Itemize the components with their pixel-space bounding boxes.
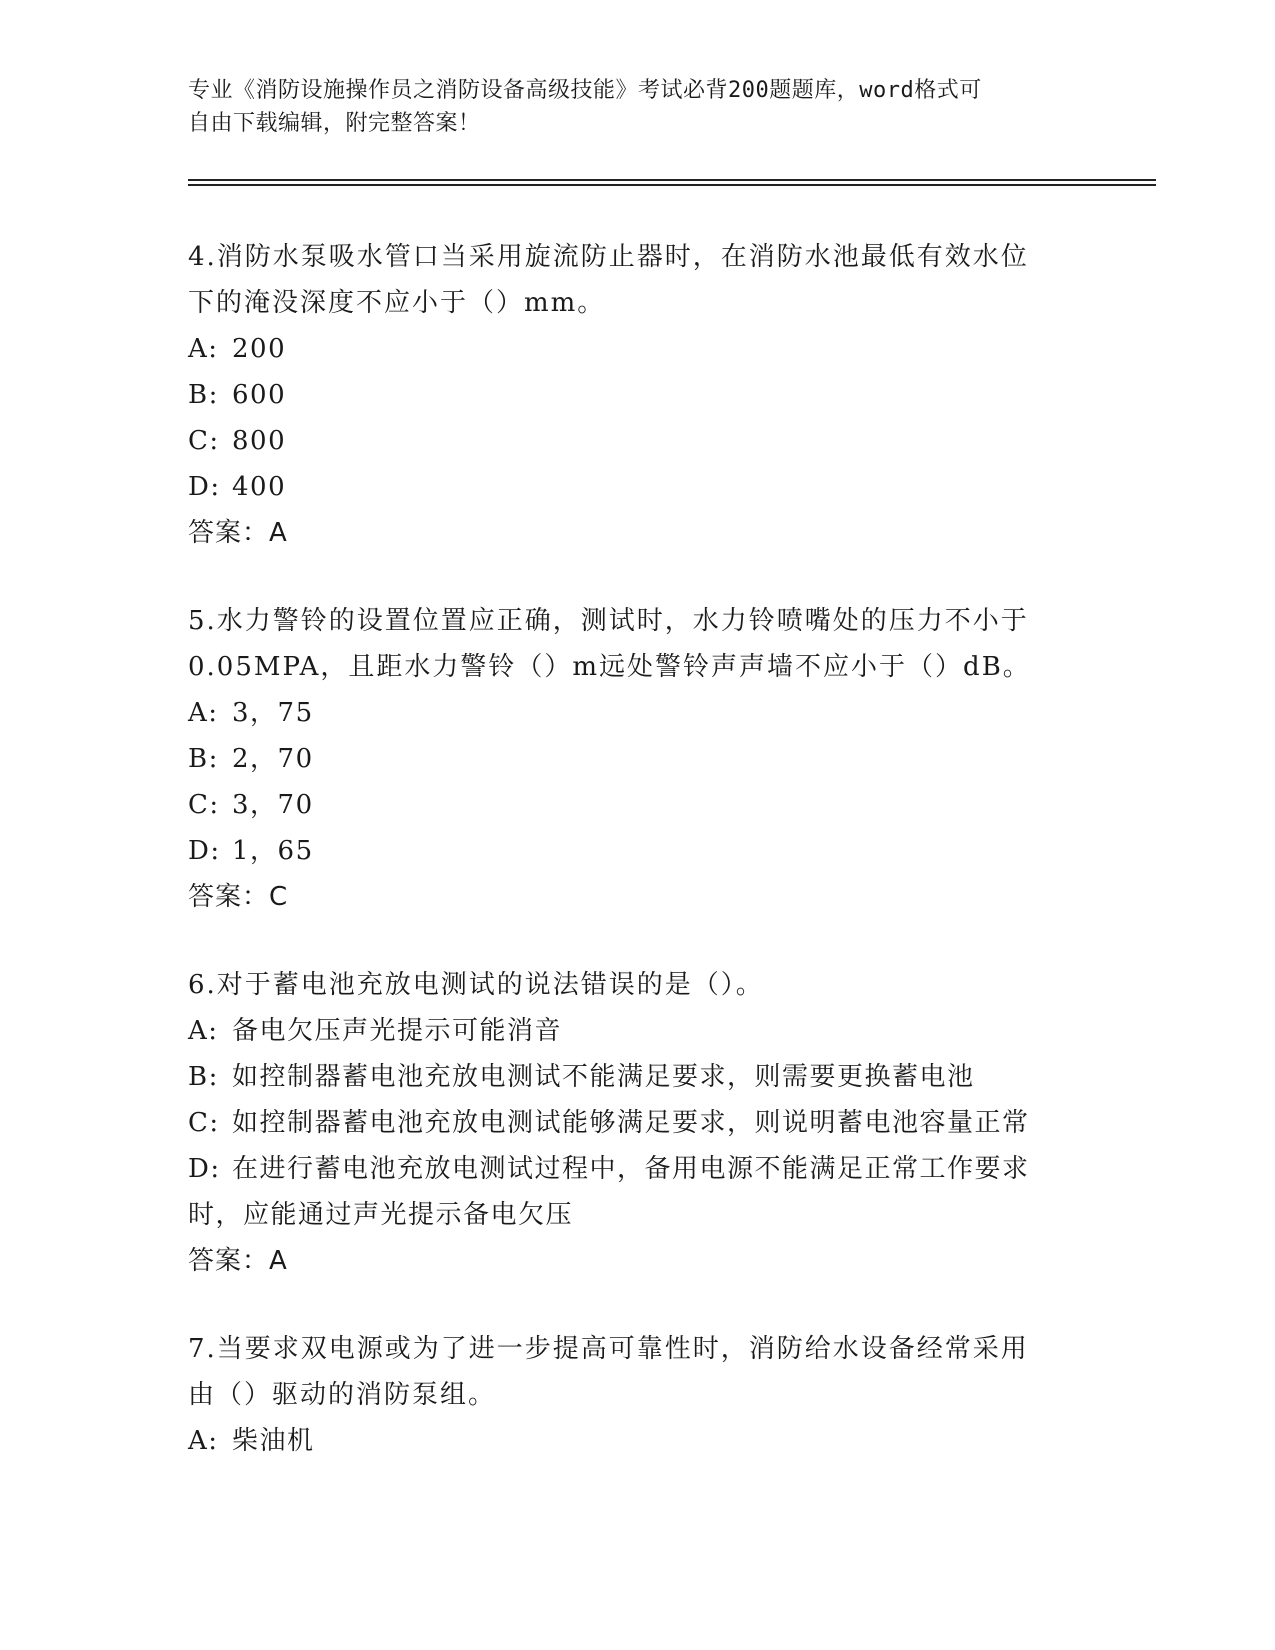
question-4 bbox=[188, 234, 1088, 556]
option-text: 2，70 bbox=[232, 744, 314, 774]
question-stem-line: 0.05MPA，且距水力警铃（）m远处警铃声声墙不应小于（）dB。 bbox=[188, 652, 1031, 682]
option-letter: B: bbox=[188, 1062, 219, 1092]
question-stem-line: 5.水力警铃的设置位置应正确，测试时，水力铃喷嘴处的压力不小于 bbox=[188, 606, 1029, 636]
question-stem bbox=[188, 598, 1088, 690]
option-letter: D: bbox=[188, 1154, 221, 1184]
option-c bbox=[188, 782, 1088, 828]
option-text: 如控制器蓄电池充放电测试不能满足要求，则需要更换蓄电池 bbox=[232, 1062, 975, 1092]
option-d bbox=[188, 828, 1088, 874]
option-letter: A: bbox=[188, 1426, 219, 1456]
option-text: 3，70 bbox=[232, 790, 314, 820]
option-text: 600 bbox=[232, 380, 287, 410]
option-d bbox=[188, 464, 1088, 510]
option-c bbox=[188, 418, 1088, 464]
option-letter: D: bbox=[188, 836, 221, 866]
question-stem-line: 4.消防水泵吸水管口当采用旋流防止器时，在消防水池最低有效水位 bbox=[188, 242, 1029, 272]
question-stem bbox=[188, 234, 1088, 326]
option-letter: B: bbox=[188, 380, 219, 410]
question-6 bbox=[188, 962, 1088, 1284]
option-a bbox=[188, 1418, 1088, 1464]
option-letter: B: bbox=[188, 744, 219, 774]
document-header bbox=[188, 74, 1068, 140]
option-text: 备电欠压声光提示可能消音 bbox=[232, 1016, 563, 1046]
header-divider bbox=[188, 179, 1156, 181]
answer-line: 答案：A bbox=[188, 1246, 288, 1276]
option-text: 如控制器蓄电池充放电测试能够满足要求，则说明蓄电池容量正常 bbox=[232, 1108, 1030, 1138]
option-b bbox=[188, 372, 1088, 418]
question-5 bbox=[188, 598, 1088, 920]
option-b bbox=[188, 736, 1088, 782]
header-divider bbox=[188, 184, 1156, 186]
answer-line: 答案：C bbox=[188, 882, 289, 912]
question-stem bbox=[188, 962, 1088, 1008]
option-text: 200 bbox=[232, 334, 287, 364]
option-text: 3，75 bbox=[232, 698, 314, 728]
question-stem-line: 由（）驱动的消防泵组。 bbox=[188, 1380, 497, 1410]
option-letter: C: bbox=[188, 1108, 220, 1138]
option-a bbox=[188, 326, 1088, 372]
option-line bbox=[188, 1146, 1088, 1192]
option-letter: D: bbox=[188, 472, 221, 502]
option-letter: C: bbox=[188, 426, 220, 456]
option-letter: A: bbox=[188, 1016, 219, 1046]
option-text: 柴油机 bbox=[232, 1426, 315, 1456]
question-stem-line: 6.对于蓄电池充放电测试的说法错误的是（）。 bbox=[188, 970, 764, 1000]
option-text: 在进行蓄电池充放电测试过程中，备用电源不能满足正常工作要求 bbox=[232, 1154, 1030, 1184]
question-stem-line: 7.当要求双电源或为了进一步提高可靠性时，消防给水设备经常采用 bbox=[188, 1334, 1029, 1364]
header-line: 自由下载编辑，附完整答案！ bbox=[188, 111, 481, 136]
option-a bbox=[188, 1008, 1088, 1054]
option-text-continued: 时，应能通过声光提示备电欠压 bbox=[188, 1200, 574, 1230]
question-7 bbox=[188, 1326, 1088, 1464]
option-text: 1，65 bbox=[232, 836, 314, 866]
option-a bbox=[188, 690, 1088, 736]
option-text: 400 bbox=[232, 472, 287, 502]
option-c bbox=[188, 1100, 1088, 1146]
answer-line: 答案：A bbox=[188, 518, 288, 548]
option-d bbox=[188, 1146, 1088, 1238]
option-letter: A: bbox=[188, 698, 219, 728]
option-letter: C: bbox=[188, 790, 220, 820]
question-stem-line: 下的淹没深度不应小于（）mm。 bbox=[188, 288, 606, 318]
question-stem bbox=[188, 1326, 1088, 1418]
option-b bbox=[188, 1054, 1088, 1100]
option-text: 800 bbox=[232, 426, 287, 456]
header-line: 专业《消防设施操作员之消防设备高级技能》考试必背200题题库，word格式可 bbox=[188, 78, 982, 103]
option-letter: A: bbox=[188, 334, 219, 364]
